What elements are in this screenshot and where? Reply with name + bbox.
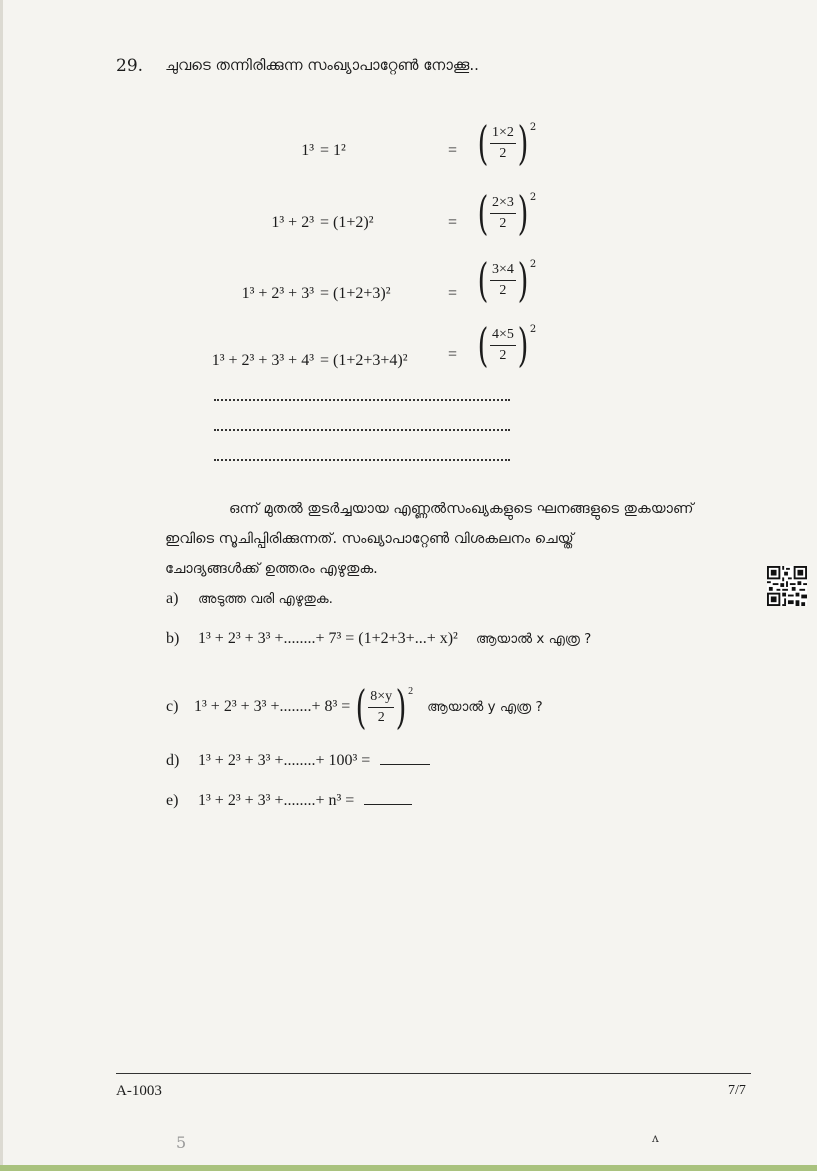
subquestion-expression: 1³ + 2³ + 3³ +........+ 7³ = (1+2+3+...+ x)² xyxy=(198,630,458,647)
paragraph-line: ഇവിടെ സൂചിപ്പിരിക്കുന്നത്. സംഖ്യാപാറ്റേൺ വിശകലനം ചെയ്ത് xyxy=(165,531,574,547)
subquestion-expression: 1³ + 2³ + 3³ +........+ n³ = xyxy=(198,792,355,809)
page-number: 7/7 xyxy=(728,1083,746,1098)
subquestion-text: ആയാൽ y എത്ര ? xyxy=(427,699,543,715)
equation-mid: = (1+2)² xyxy=(320,214,374,231)
answer-line[interactable] xyxy=(214,429,510,431)
paper-code: A-1003 xyxy=(116,1083,162,1099)
handwritten-mark: 5 xyxy=(176,1133,187,1152)
subquestion-fraction: ( $\frac{8\times y}{2}$ ) 2 xyxy=(355,680,414,734)
subquestion-label: d) xyxy=(166,752,180,769)
answer-line[interactable] xyxy=(214,399,510,401)
subquestion-label: c) xyxy=(166,698,179,715)
footer-rule xyxy=(116,1073,751,1074)
subquestion-text: അടുത്ത വരി എഴുതുക. xyxy=(198,591,333,607)
equation-lhs: 1³ xyxy=(301,142,314,159)
equals-sign: = xyxy=(448,285,458,302)
equation-fraction: ( $\frac{3\times 4}{2}$ ) 2 xyxy=(477,253,537,307)
subquestion-c xyxy=(166,680,543,734)
paragraph-line: ഒന്ന് മുതൽ തുടർച്ചയായ എണ്ണൽസംഖ്യകളുടെ ഘനങ്ങളുടെ തുകയാണ് xyxy=(229,501,694,517)
equation-mid: = (1+2+3+4)² xyxy=(320,352,408,369)
equation-lhs: 1³ + 2³ + 3³ + 4³ xyxy=(211,352,314,369)
subquestion-label: a) xyxy=(166,590,179,607)
equals-sign: = xyxy=(448,214,458,231)
question-number: 29. xyxy=(116,56,144,76)
equation-lhs: 1³ + 2³ + 3³ xyxy=(241,285,314,302)
page-bottom-edge xyxy=(0,1165,817,1171)
equation-fraction: ( $\frac{1\times 2}{2}$ ) 2 xyxy=(477,116,537,170)
subquestion-d xyxy=(166,752,430,770)
equals-sign: = xyxy=(448,346,458,363)
qr-code-icon xyxy=(767,566,807,606)
equation-mid: = 1² xyxy=(320,142,346,159)
paragraph-line: ചോദ്യങ്ങൾക്ക് ഉത്തരം എഴുതുക. xyxy=(165,561,378,577)
equation-lhs: 1³ + 2³ xyxy=(271,214,314,231)
equation-mid: = (1+2+3)² xyxy=(320,285,391,302)
equation-fraction: ( $\frac{4\times 5}{2}$ ) 2 xyxy=(477,318,537,372)
subquestion-e xyxy=(166,792,412,810)
subquestion-label: b) xyxy=(166,630,180,647)
answer-blank[interactable] xyxy=(364,804,412,805)
answer-line[interactable] xyxy=(214,459,510,461)
subquestion-text: ആയാൽ x എത്ര ? xyxy=(475,631,592,647)
answer-blank[interactable] xyxy=(380,764,430,765)
subquestion-b xyxy=(166,630,591,648)
subquestion-expression: 1³ + 2³ + 3³ +........+ 8³ = xyxy=(194,698,351,715)
page-edge xyxy=(0,0,3,1171)
subquestion-a xyxy=(166,590,333,608)
subquestion-label: e) xyxy=(166,792,179,809)
instruction-paragraph xyxy=(165,494,765,584)
question-intro: ചുവടെ തന്നിരിക്കുന്ന സംഖ്യാപാറ്റേൺ നോക്കൂ.. xyxy=(165,56,479,74)
equation-fraction: ( $\frac{2\times 3}{2}$ ) 2 xyxy=(477,186,537,240)
equals-sign: = xyxy=(448,142,458,159)
subquestion-expression: 1³ + 2³ + 3³ +........+ 100³ = xyxy=(198,752,371,769)
corner-mark: ʌ xyxy=(652,1131,659,1145)
